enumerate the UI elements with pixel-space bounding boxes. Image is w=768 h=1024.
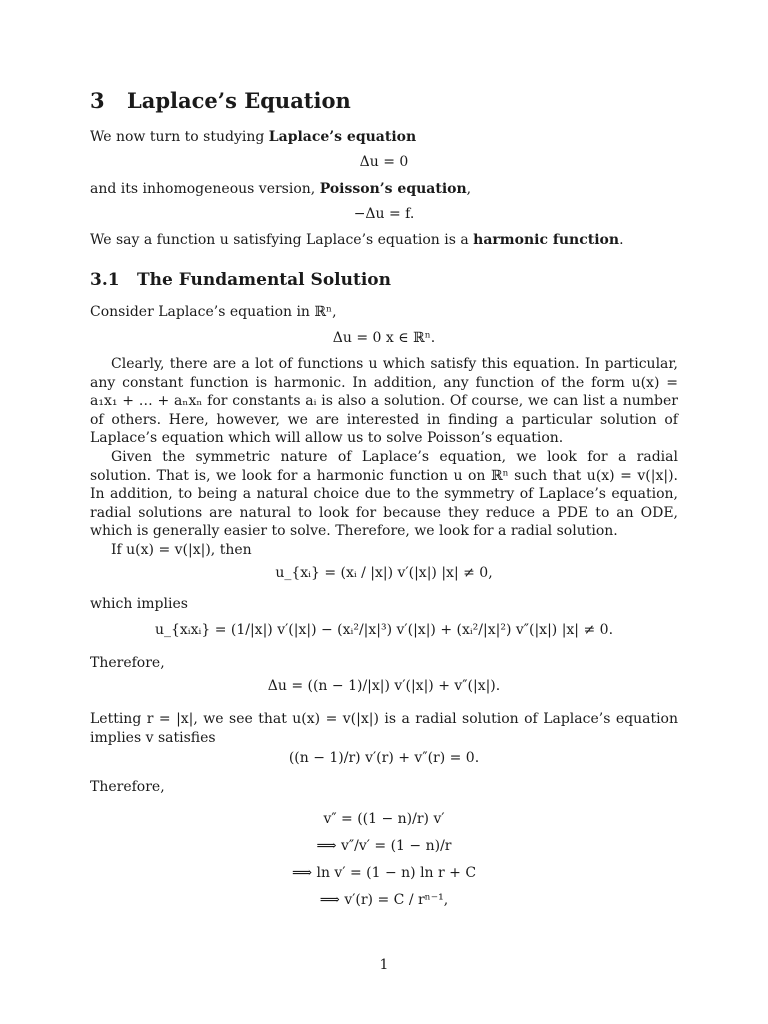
intro-paragraph-2 <box>90 180 678 199</box>
equation-laplacian-radial: Δu = ((n − 1)/|x|) v′(|x|) + v″(|x|). <box>267 678 501 694</box>
paragraph-radial: Given the symmetric nature of Laplace’s equation, we look for a radial solution. That is, we look for a harmonic function u on ℝⁿ such that u(x) = v(|x|). In addition, to being a natural choice due to the symmetry of Laplace’s equation, radial solutions are natural to look for because they reduce a PDE to an ODE, which is generally easier to solve. Therefore, we look for a radial solution. <box>90 449 678 539</box>
subsection-number: 3.1 <box>90 270 120 290</box>
equation-poisson: −Δu = f. <box>353 206 415 222</box>
equation-derivation <box>0 806 768 914</box>
punct: . <box>619 232 624 248</box>
term-poisson-equation: Poisson’s equation <box>319 181 467 197</box>
section-title-text: Laplace’s Equation <box>127 88 351 113</box>
intro-paragraph-3 <box>90 231 678 250</box>
punct: , <box>466 181 472 197</box>
intro-text-2: and its inhomogeneous version, <box>90 181 316 197</box>
consider-paragraph: Consider Laplace’s equation in ℝⁿ, <box>90 304 337 320</box>
therefore-2: Therefore, <box>90 779 165 795</box>
equation-second-derivative: u_{xᵢxᵢ} = (1/|x|) v′(|x|) − (xᵢ²/|x|³) v′(|x|) + (xᵢ²/|x|²) v″(|x|) |x| ≠ 0. <box>154 622 614 638</box>
equation-ode: ((n − 1)/r) v′(r) + v″(r) = 0. <box>288 750 480 766</box>
section-number: 3 <box>90 88 105 113</box>
subsection-title-text: The Fundamental Solution <box>137 270 391 290</box>
intro-text-3: We say a function u satisfying Laplace’s equation is a <box>90 232 469 248</box>
equation-laplace: Δu = 0 <box>359 154 409 170</box>
derivation-line-1: v″ = ((1 − n)/r) v′ <box>323 811 445 827</box>
derivation-line-3: ⟹ ln v′ = (1 − n) ln r + C <box>291 865 477 881</box>
page-number: 1 <box>379 957 389 973</box>
term-harmonic-function: harmonic function <box>473 232 620 248</box>
equation-laplace-rn: Δu = 0 x ∈ ℝⁿ. <box>332 330 436 346</box>
intro-text-1: We now turn to studying <box>90 129 265 145</box>
paragraph-clearly: Clearly, there are a lot of functions u which satisfy this equation. In particular, any constant function is harmonic. In addition, any function of the form u(x) = a₁x₁ + … + aₙxₙ for constants aᵢ is also a solution. Of course, we can list a number of others. Here, however, we are interested in finding a particular solution of Laplace’s equation which will allow us to solve Poisson’s equation. <box>90 356 678 446</box>
therefore-1: Therefore, <box>90 655 165 671</box>
derivation-line-2: ⟹ v″/v′ = (1 − n)/r <box>316 838 452 854</box>
equation-first-derivative: u_{xᵢ} = (xᵢ / |x|) v′(|x|) |x| ≠ 0, <box>275 565 493 581</box>
term-laplace-equation: Laplace’s equation <box>268 129 417 145</box>
subsection-heading <box>90 270 391 290</box>
paragraph-if: If u(x) = v(|x|), then <box>111 542 252 558</box>
which-implies: which implies <box>90 596 188 612</box>
intro-paragraph-1 <box>90 128 678 147</box>
derivation-line-4: ⟹ v′(r) = C / rⁿ⁻¹, <box>319 892 449 908</box>
paragraph-letting: Letting r = |x|, we see that u(x) = v(|x|) is a radial solution of Laplace’s equation implies v satisfies <box>90 711 678 746</box>
section-heading <box>90 88 351 113</box>
